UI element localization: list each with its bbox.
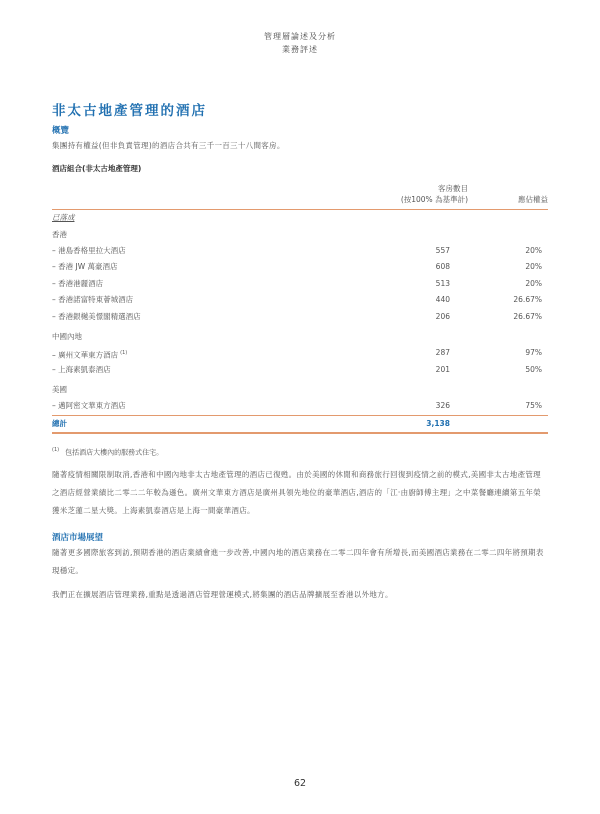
outlook-paragraph: 隨著更多國際旅客到訪,預期香港的酒店業績會進一步改善,中國內地的酒店業務在二零二四年會有所增長,而美國酒店業務在二零二四年將預期表現穩定。 — [52, 547, 544, 575]
table-row — [52, 243, 548, 260]
hotel-name: – 香港港麗酒店 — [52, 278, 104, 288]
hotel-portfolio-table — [52, 179, 548, 434]
share-value: 20% — [525, 262, 542, 271]
hotel-name: – 香港銀樾美憬閣精選酒店 — [52, 311, 141, 321]
footnote-text: 包括酒店大樓內的服務式住宅。 — [65, 447, 164, 456]
room-count: 201 — [435, 364, 450, 374]
room-count: 287 — [435, 348, 450, 357]
total-row — [52, 415, 548, 434]
page-number: 62 — [293, 778, 307, 789]
room-count: 557 — [435, 245, 450, 255]
share-value: 75% — [525, 401, 542, 410]
table-row — [52, 276, 548, 293]
room-count: 513 — [435, 278, 450, 288]
region-label: 美國 — [52, 385, 67, 394]
outlook-heading: 酒店市場展望 — [52, 532, 104, 543]
status-row — [52, 210, 548, 227]
expansion-paragraph: 我們正在擴展酒店管理業務,重點是透過酒店管理營運模式,將集團的酒店品牌擴展至香港以外地方。 — [52, 589, 393, 599]
share-value: 26.67% — [513, 311, 542, 321]
table-row — [52, 398, 548, 415]
header-rooms-line1: 客房數目 — [438, 184, 468, 193]
header-rooms-line2: (按100% 為基準計) — [400, 195, 468, 204]
region-row — [52, 382, 548, 398]
table-row — [52, 345, 548, 362]
footnote — [52, 444, 548, 458]
table-row — [52, 362, 548, 379]
region-row — [52, 227, 548, 243]
overview-text: 集團持有權益(但非負責管理)的酒店合共有三千一百三十八間客房。 — [52, 141, 285, 150]
footnote-marker: (1) — [120, 350, 128, 356]
room-count: 608 — [435, 262, 450, 271]
table-caption: 酒店組合(非太古地產管理) — [52, 164, 142, 173]
table-header — [52, 179, 548, 210]
region-row — [52, 329, 548, 345]
page-content — [52, 102, 548, 604]
hotel-name-text: – 廣州文華東方酒店 — [52, 350, 119, 360]
share-value: 26.67% — [513, 295, 542, 304]
hotel-name: – 上海素凱泰酒店 — [52, 364, 111, 374]
room-count: 206 — [435, 311, 450, 321]
region-label: 中國內地 — [52, 332, 82, 341]
header-share: 應佔權益 — [518, 195, 548, 204]
share-value: 97% — [525, 348, 542, 357]
header-line-1: 管理層論述及分析 — [264, 32, 336, 41]
table-row — [52, 292, 548, 309]
room-count: 440 — [435, 295, 450, 304]
region-label: 香港 — [52, 229, 67, 239]
hotel-name: – 邁阿密文華東方酒店 — [52, 401, 126, 410]
footnote-mark: (1) — [52, 446, 60, 453]
header-rooms — [328, 183, 468, 205]
share-value: 20% — [525, 245, 542, 255]
share-value: 50% — [525, 364, 542, 374]
table-row — [52, 309, 548, 326]
section-title: 非太古地產管理的酒店 — [52, 103, 207, 119]
hotel-name: – 香港諾富特東薈城酒店 — [52, 295, 134, 304]
table-row — [52, 259, 548, 276]
status-label: 已落成 — [52, 213, 75, 222]
hotel-name: – 香港 JW 萬豪酒店 — [52, 262, 118, 271]
total-rooms: 3,138 — [426, 418, 450, 428]
performance-paragraph: 隨著疫情相關限制取消,香港和中國內地非太古地產管理的酒店已復甦。由於美國的休閒和商務旅行回復到疫情之前的模式,美國非太古地產管理之酒店經營業績比二零二二年較為遜色。廣州文華東方酒店是廣州具領先地位的豪華酒店,酒店的「江·由廚師傅主理」之中菜餐廳連續第五年榮獲米芝蓮二星大獎。上海素凱泰酒店是上海一間豪華酒店。 — [52, 469, 541, 515]
share-value: 20% — [525, 278, 542, 288]
page-header — [0, 30, 600, 56]
hotel-name: – 港島香格里拉大酒店 — [52, 245, 126, 255]
total-label: 總計 — [52, 418, 67, 428]
header-line-2: 業務評述 — [282, 45, 318, 54]
room-count: 326 — [435, 401, 450, 410]
overview-heading: 概覽 — [52, 126, 70, 136]
